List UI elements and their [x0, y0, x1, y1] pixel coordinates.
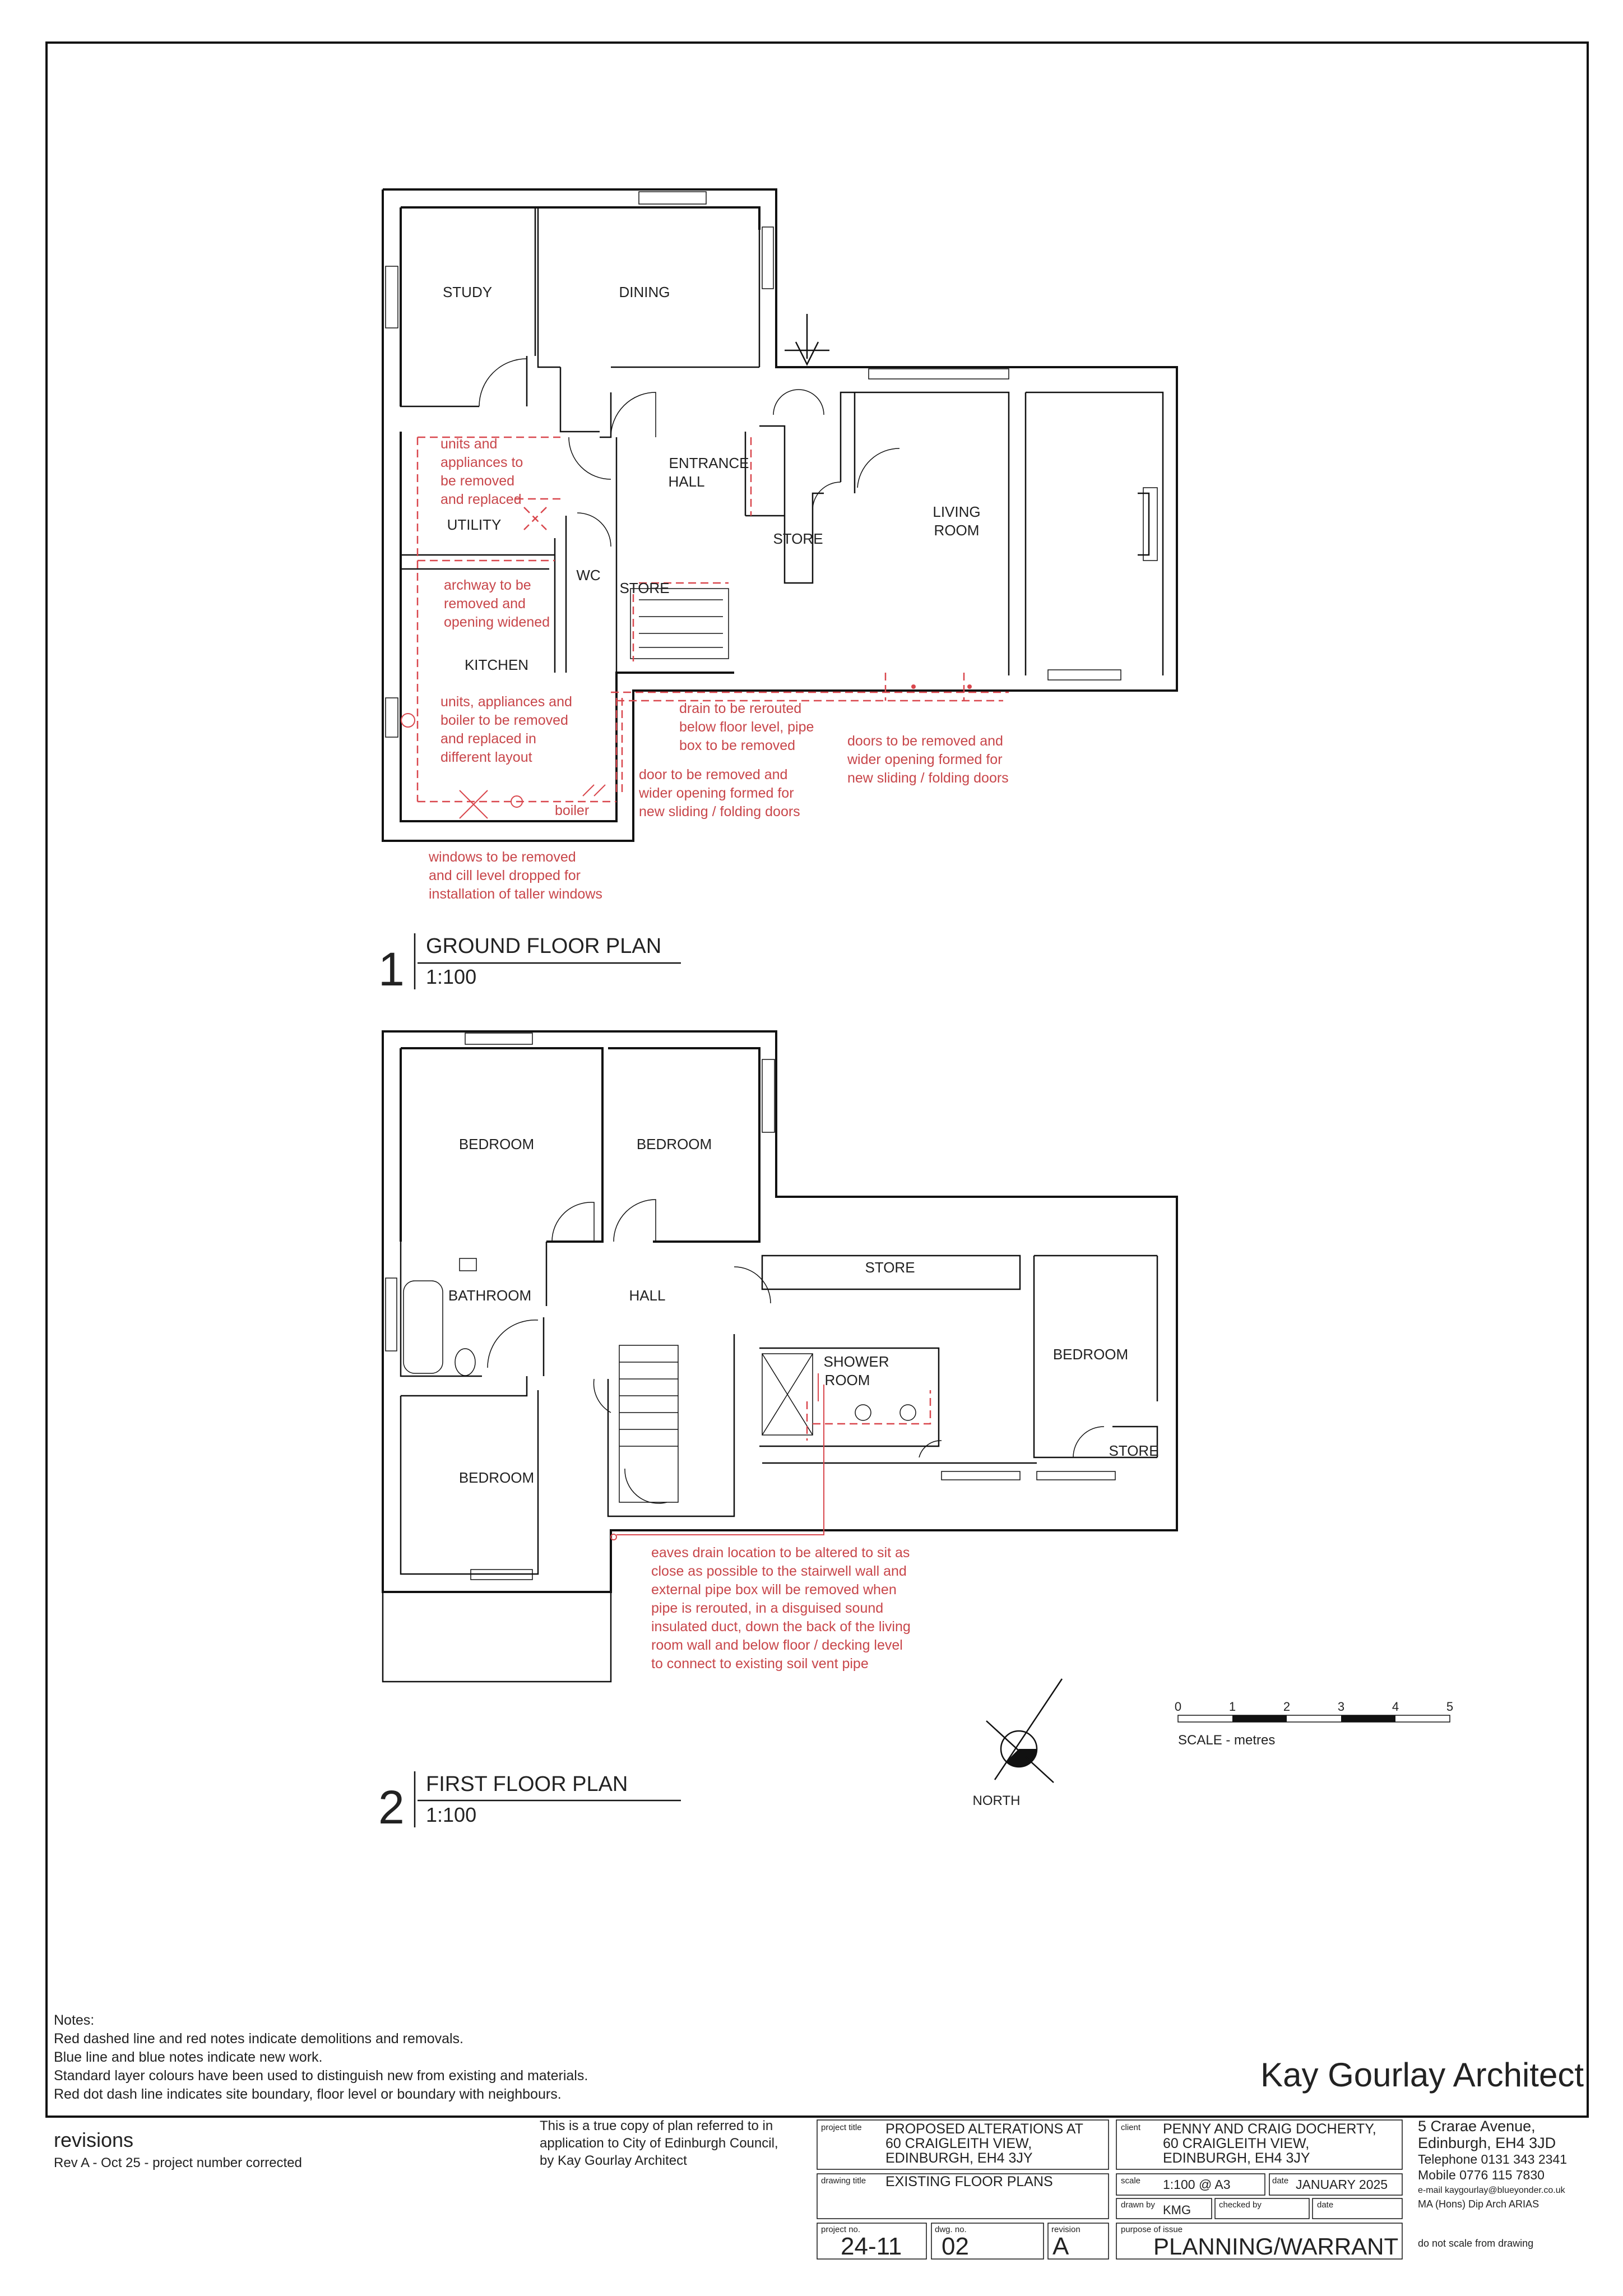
dwg-no: 02	[942, 2233, 969, 2260]
north-arrow-icon	[986, 1679, 1062, 1783]
room-label-wc: WC	[576, 567, 601, 584]
room-label-study: STUDY	[442, 284, 493, 300]
notes-line-4: Red dot dash line indicates site boundary, floor level or boundary with neighbours.	[54, 2086, 562, 2102]
room-label-bathroom: BATHROOM	[448, 1287, 532, 1304]
address-1: 5 Crarae Avenue,	[1418, 2118, 1536, 2135]
note-eaves-6: room wall and below floor / decking level	[651, 1637, 903, 1653]
room-label-shower-room: ROOM	[824, 1372, 870, 1388]
notes-line-1: Red dashed line and red notes indicate demolitions and removals.	[54, 2031, 464, 2047]
note-archway-3: opening widened	[444, 614, 550, 630]
plan-number-1: 1	[378, 943, 405, 996]
room-label-shower: SHOWER	[823, 1353, 889, 1370]
scale-tick-5: 5	[1446, 1700, 1454, 1714]
note-doors-living-2: wider opening formed for	[847, 752, 1003, 767]
label-drawn-by: drawn by	[1121, 2200, 1155, 2210]
room-label-utility: UTILITY	[447, 516, 502, 533]
note-units-utility-2: appliances to	[440, 455, 523, 470]
north-label: NORTH	[972, 1793, 1021, 1808]
project-no: 24-11	[841, 2233, 902, 2260]
address-2: Edinburgh, EH4 3JD	[1418, 2135, 1556, 2151]
label-drawing-title: drawing title	[821, 2176, 866, 2186]
label-purpose: purpose of issue	[1121, 2225, 1183, 2234]
label-dwg-no: dwg. no.	[935, 2225, 967, 2234]
plan-title-first: FIRST FLOOR PLAN	[426, 1772, 628, 1796]
notes-heading: Notes:	[54, 2012, 95, 2028]
note-units-utility-3: be removed	[440, 473, 515, 489]
address-4: Mobile 0776 115 7830	[1418, 2168, 1545, 2182]
purpose-value: PLANNING/WARRANT	[1153, 2233, 1399, 2260]
room-label-bedroom-3: BEDROOM	[1052, 1346, 1129, 1363]
project-title-2: 60 CRAIGLEITH VIEW,	[885, 2136, 1032, 2151]
revisions-heading: revisions	[54, 2128, 134, 2151]
note-drain-3: box to be removed	[679, 738, 796, 753]
revision-entry: Rev A - Oct 25 - project number corrected	[54, 2155, 302, 2170]
label-scale: scale	[1121, 2176, 1141, 2186]
note-eaves-1: eaves drain location to be altered to sit as	[651, 1545, 910, 1561]
scale-tick-1: 1	[1228, 1700, 1236, 1714]
drawn-by-value: KMG	[1163, 2203, 1191, 2217]
scale-tick-0: 0	[1174, 1700, 1182, 1714]
note-eaves-3: external pipe box will be removed when	[651, 1582, 897, 1598]
note-windows-1: windows to be removed	[429, 849, 576, 865]
note-units-utility-4: and replaced	[440, 492, 522, 507]
note-eaves-2: close as possible to the stairwell wall and	[651, 1563, 907, 1579]
scale-value: 1:100 @ A3	[1163, 2177, 1231, 2192]
room-label-bedroom-2: BEDROOM	[636, 1136, 712, 1152]
do-not-scale: do not scale from drawing	[1418, 2238, 1534, 2249]
note-door-kitchen-1: door to be removed and	[639, 767, 788, 783]
true-copy-1: This is a true copy of plan referred to in	[540, 2118, 773, 2133]
note-doors-living-3: new sliding / folding doors	[847, 770, 1009, 786]
project-title-3: EDINBURGH, EH4 3JY	[885, 2150, 1033, 2166]
note-units-utility-1: units and	[440, 436, 498, 452]
note-windows-2: and cill level dropped for	[429, 868, 581, 883]
room-label-store-hall: STORE	[773, 530, 823, 547]
note-eaves-7: to connect to existing soil vent pipe	[651, 1656, 869, 1672]
true-copy-2: application to City of Edinburgh Council,	[540, 2136, 778, 2151]
scale-bar-label: SCALE - metres	[1178, 1733, 1276, 1748]
note-units-kitchen-2: boiler to be removed	[440, 712, 568, 728]
client-3: EDINBURGH, EH4 3JY	[1163, 2150, 1310, 2166]
address-3: Telephone 0131 343 2341	[1418, 2152, 1568, 2167]
room-label-room: ROOM	[934, 522, 980, 539]
title-block	[817, 2120, 1402, 2260]
label-date-2: date	[1317, 2200, 1334, 2210]
room-label-kitchen: KITCHEN	[464, 656, 529, 673]
scale-tick-2: 2	[1283, 1700, 1291, 1714]
note-windows-3: installation of taller windows	[429, 886, 602, 902]
plan-title-ground: GROUND FLOOR PLAN	[426, 934, 662, 958]
label-client: client	[1121, 2123, 1141, 2132]
address-5: e-mail kaygourlay@blueyonder.co.uk	[1418, 2186, 1565, 2195]
room-label-store-stair: STORE	[619, 580, 670, 596]
note-archway-2: removed and	[444, 596, 526, 612]
plan-scale-first: 1:100	[426, 1803, 477, 1826]
note-boiler: boiler	[555, 803, 590, 818]
scale-tick-4: 4	[1392, 1700, 1399, 1714]
client-2: 60 CRAIGLEITH VIEW,	[1163, 2136, 1310, 2151]
ground-floor-title	[378, 933, 681, 996]
note-archway-1: archway to be	[444, 577, 531, 593]
client-1: PENNY AND CRAIG DOCHERTY,	[1163, 2121, 1376, 2137]
note-door-kitchen-2: wider opening formed for	[639, 785, 794, 801]
note-door-kitchen-3: new sliding / folding doors	[639, 804, 800, 820]
room-label-hall: HALL	[668, 473, 705, 490]
note-units-kitchen-3: and replaced in	[440, 731, 536, 747]
note-drain-2: below floor level, pipe	[679, 719, 814, 735]
room-label-hall-first: HALL	[629, 1287, 666, 1304]
note-units-kitchen-1: units, appliances and	[440, 694, 572, 710]
note-eaves-5: insulated duct, down the back of the living	[651, 1619, 911, 1635]
sheet-border	[47, 43, 1588, 2117]
notes-line-3: Standard layer colours have been used to distinguish new from existing and materials.	[54, 2068, 588, 2084]
label-date: date	[1272, 2176, 1289, 2186]
note-doors-living-1: doors to be removed and	[847, 733, 1003, 749]
scale-tick-3: 3	[1337, 1700, 1345, 1714]
label-revision: revision	[1051, 2225, 1081, 2234]
room-label-store-first: STORE	[865, 1259, 915, 1276]
true-copy-3: by Kay Gourlay Architect	[540, 2153, 687, 2168]
note-drain-1: drain to be rerouted	[679, 701, 802, 716]
room-label-store-small: STORE	[1109, 1442, 1159, 1459]
note-units-kitchen-4: different layout	[440, 749, 532, 765]
room-label-entrance: ENTRANCE	[669, 455, 749, 471]
drawing-title: EXISTING FLOOR PLANS	[885, 2174, 1053, 2189]
label-checked-by: checked by	[1219, 2200, 1262, 2210]
label-project-no: project no.	[821, 2225, 861, 2234]
date-value: JANUARY 2025	[1296, 2177, 1388, 2192]
scale-bar	[1175, 1700, 1453, 1748]
revision-value: A	[1052, 2233, 1069, 2260]
plan-number-2: 2	[378, 1781, 405, 1834]
room-label-bedroom-4: BEDROOM	[458, 1469, 535, 1486]
plan-scale-ground: 1:100	[426, 965, 477, 988]
room-label-bedroom-1: BEDROOM	[458, 1136, 535, 1152]
project-title-1: PROPOSED ALTERATIONS AT	[885, 2121, 1083, 2137]
address-6: MA (Hons) Dip Arch ARIAS	[1418, 2198, 1539, 2210]
practice-name: Kay Gourlay Architect	[1260, 2056, 1584, 2094]
room-label-living: LIVING	[933, 503, 981, 520]
notes-line-2: Blue line and blue notes indicate new work.	[54, 2049, 323, 2065]
label-project-title: project title	[821, 2123, 862, 2132]
room-label-dining: DINING	[619, 284, 670, 300]
note-eaves-4: pipe is rerouted, in a disguised sound	[651, 1600, 884, 1616]
first-floor-title	[378, 1771, 681, 1834]
